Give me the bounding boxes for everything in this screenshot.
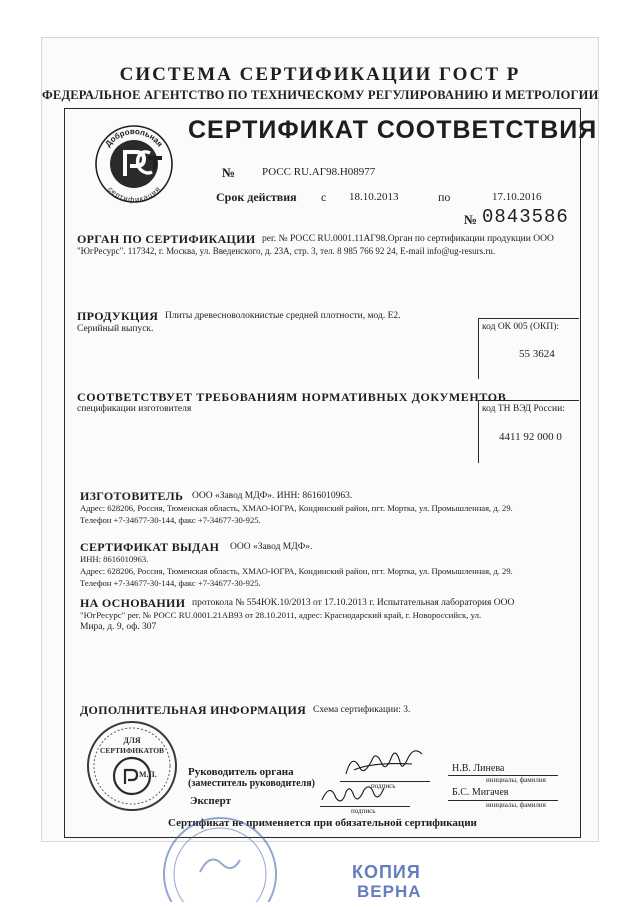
- logo-bottom-text: сертификация: [106, 184, 162, 205]
- head-name-caption: инициалы, фамилия: [486, 776, 546, 784]
- round-stamp-icon: [160, 812, 280, 902]
- okp-value: 55 3624: [519, 348, 555, 360]
- product-text2: Серийный выпуск.: [77, 324, 154, 334]
- head-label: Руководитель органа: [188, 766, 294, 778]
- copy-stamp-line1: КОПИЯ: [352, 862, 421, 882]
- number-sign: №: [222, 165, 236, 180]
- expert-label: Эксперт: [190, 795, 232, 807]
- valid-from-date: 18.10.2013: [349, 191, 399, 203]
- certificate-title: СЕРТИФИКАТ СООТВЕТСТВИЯ: [188, 116, 598, 144]
- svg-text:Добровольная: [103, 127, 164, 149]
- valid-to-date: 17.10.2016: [492, 191, 542, 203]
- stamp-line1: ДЛЯ: [123, 736, 141, 745]
- additional-label: ДОПОЛНИТЕЛЬНАЯ ИНФОРМАЦИЯ: [80, 703, 307, 717]
- okp-label: код ОК 005 (ОКП):: [482, 322, 560, 332]
- expert-name: Б.С. Мигачев: [452, 787, 509, 798]
- validity-label: Срок действия: [216, 190, 297, 204]
- blue-round-stamp: [160, 812, 280, 902]
- issued-label: СЕРТИФИКАТ ВЫДАН: [80, 540, 220, 554]
- conformity-text: спецификации изготовителя: [77, 404, 192, 414]
- tnved-label: код ТН ВЭД России:: [482, 404, 565, 414]
- serial-sign: №: [464, 212, 478, 227]
- logo-top-text: Добровольная: [103, 126, 165, 149]
- organ-line2: "ЮгРесурс". 117342, г. Москва, ул. Введенского, д. 23А, стр. 3, тел. 8 985 766 92 24, E-mail info@ug-resurs.ru.: [77, 246, 496, 256]
- conformity-label: СООТВЕТСТВУЕТ ТРЕБОВАНИЯМ НОРМАТИВНЫХ ДОКУМЕНТОВ: [77, 390, 507, 404]
- head-sub-label: (заместитель руководителя): [188, 778, 315, 789]
- validity-to-label: по: [438, 190, 451, 204]
- certificate-number: РОСС RU.АГ98.Н08977: [262, 166, 376, 178]
- issued-line2: ИНН: 8616010963.: [80, 554, 149, 564]
- issued-line3: Адрес: 628206, Россия, Тюменская область, ХМАО-ЮГРА, Кондинский район, пгт. Мортка, ул. Промышленная, д. 29.: [80, 566, 513, 576]
- basis-label: НА ОСНОВАНИИ: [80, 596, 186, 610]
- stamp-seal-icon: [84, 718, 180, 814]
- stamp-line2: СЕРТИФИКАТОВ: [99, 746, 165, 755]
- svg-text:сертификация: [106, 185, 162, 204]
- organ-label: ОРГАН ПО СЕРТИФИКАЦИИ: [77, 232, 256, 246]
- issued-line1: ООО «Завод МДФ».: [230, 542, 313, 552]
- head-sign-caption: подпись: [371, 782, 396, 790]
- expert-signature: [318, 778, 388, 813]
- manufacturer-line1: ООО «Завод МДФ». ИНН: 8616010963.: [192, 491, 353, 501]
- system-title: СИСТЕМА СЕРТИФИКАЦИИ ГОСТ Р: [119, 64, 521, 85]
- manufacturer-line3: Телефон +7-34677-30-144, факс +7-34677-30-925.: [80, 515, 261, 525]
- basis-line3: Мира, д. 9, оф. 307: [80, 622, 157, 632]
- manufacturer-label: ИЗГОТОВИТЕЛЬ: [80, 489, 184, 503]
- basis-line2: "ЮгРесурс" рег. № РОСС RU.0001.21АВ93 от 28.10.2011, адрес: Краснодарский край, г. Новороссийск, ул.: [80, 610, 482, 620]
- agency-title: ФЕДЕРАЛЬНОЕ АГЕНТСТВО ПО ТЕХНИЧЕСКОМУ РЕГУЛИРОВАНИЮ И МЕТРОЛОГИИ: [42, 88, 599, 102]
- expert-sign-caption: подпись: [351, 807, 376, 815]
- issued-line4: Телефон +7-34677-30-144, факс +7-34677-30-925.: [80, 578, 261, 588]
- gost-logo: [92, 122, 176, 206]
- product-text: Плиты древесноволокнистые средней плотности, мод. Е2.: [165, 311, 401, 321]
- manufacturer-line2: Адрес: 628206, Россия, Тюменская область, ХМАО-ЮГРА, Кондинский район, пгт. Мортка, ул. Промышленная, д. 29.: [80, 503, 513, 513]
- copy-stamp-line2: ВЕРНА: [357, 882, 422, 901]
- organ-stamp: [84, 718, 180, 814]
- expert-name-caption: инициалы, фамилия: [486, 801, 546, 809]
- stamp-mark: М.П.: [139, 770, 157, 779]
- additional-text: Схема сертификации: 3.: [313, 705, 411, 715]
- tnved-value: 4411 92 000 0: [499, 431, 562, 443]
- head-name: Н.В. Линева: [452, 763, 505, 774]
- organ-line1: рег. № РОСС RU.0001.11АГ98.Орган по сертификации продукции ООО: [262, 234, 554, 244]
- basis-line1: протокола № 554ЮК.10/2013 от 17.10.2013 г. Испытательная лаборатория ООО: [192, 598, 515, 608]
- footer-note: Сертификат не применяется при обязательной сертификации: [168, 817, 477, 829]
- validity-from-label: с: [321, 190, 327, 204]
- product-label: ПРОДУКЦИЯ: [77, 309, 159, 323]
- serial-number: 0843586: [482, 206, 569, 228]
